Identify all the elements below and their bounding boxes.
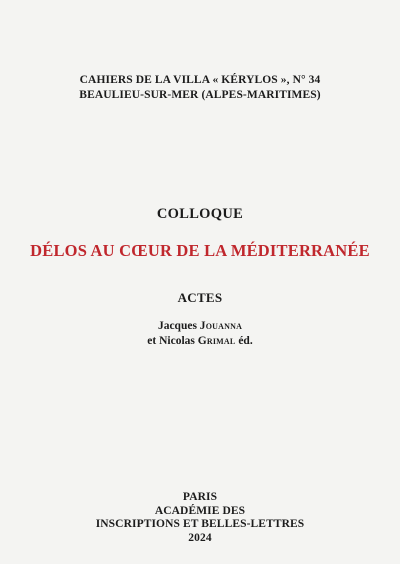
editor-line-2 [0, 334, 400, 349]
book-title: DÉLOS AU CŒUR DE LA MÉDITERRANÉE [30, 241, 370, 260]
series-info [0, 73, 400, 103]
colloque-heading: COLLOQUE [156, 206, 244, 222]
publisher-city: PARIS [182, 491, 218, 503]
editor2-last-name: Grimal [197, 335, 236, 347]
actes-heading: ACTES [177, 290, 223, 305]
publisher-name-line-2: INSCRIPTIONS ET BELLES-LETTRES [95, 518, 305, 530]
editor-connector: et [147, 335, 157, 347]
publisher-name-line-1: ACADÉMIE DES [154, 504, 246, 517]
editors [0, 319, 400, 349]
series-line: CAHIERS DE LA VILLA « KÉRYLOS », N° 34 [79, 74, 321, 86]
editor1-last-name: Jouanna [199, 320, 243, 332]
editor-suffix: éd. [238, 335, 253, 347]
editor-line-1 [0, 319, 400, 334]
publication-year: 2024 [188, 531, 212, 544]
publisher-block [0, 491, 400, 545]
editor1-first-name: Jacques [157, 320, 197, 332]
editor2-first-name: Nicolas [159, 335, 195, 347]
location-line: BEAULIEU-SUR-MER (ALPES-MARITIMES) [79, 89, 321, 101]
